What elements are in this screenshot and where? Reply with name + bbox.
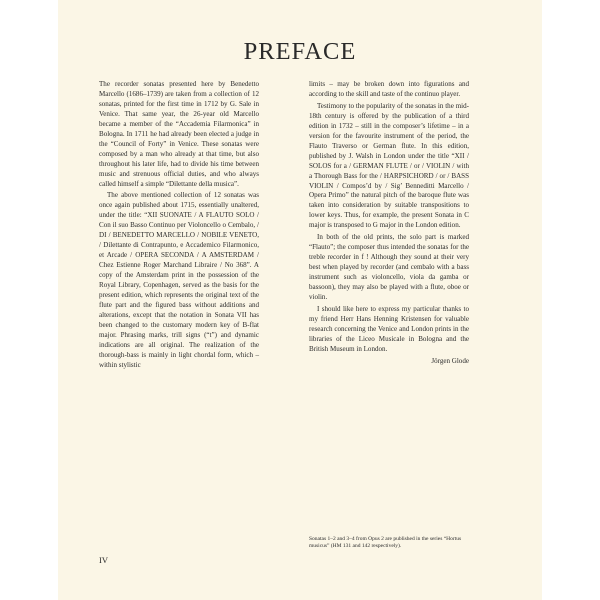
page-number: IV bbox=[99, 555, 108, 565]
right-paragraph-1: limits – may be broken down into figurations and according to the skill and taste of the continuo player. bbox=[309, 80, 469, 98]
left-paragraph-1: The recorder sonatas presented here by Benedetto Marcello (1686–1739) are taken from a collection of 12 sonatas, printed for the first time in 1712 by G. Sale in Venice. That same year, the 26-year old Marcello became a member of the “Accademia Filarmonica” in Bologna. In 1711 he had already been elected a judge in the “Council of Forty” in Venice. These sonatas were composed by a man who already at that time, but also throughout his later life, had to divide his time between music and strenuous official duties, and who always called himself a simple “Dilettante della musica”. bbox=[99, 80, 259, 188]
author-signature: Jörgen Glode bbox=[431, 356, 469, 365]
left-column bbox=[99, 80, 259, 371]
book-page bbox=[58, 0, 542, 600]
left-paragraph-2: The above mentioned collection of 12 sonatas was once again published about 1715, essentially unaltered, under the title: “XII SUONATE / A FLAUTO SOLO / Con il suo Basso Continuo per Violoncello o Cembalo, / DI / BENEDETTO MARCELLO / NOBILE VENETO, / Dilettante di Contrapunto, e Accademico Filarmonico, et Arcade / OPERA SECONDA / A AMSTERDAM / Chez Estienne Roger Marchand Libraire / No 368”. A copy of the Amsterdam print in the possession of the Royal Library, Copenhagen, served as the basis for the present edition, which represents the original text of the flute part and the figured bass without additions and alterations, except that the notation in Sonata VII has been changed to the customary modern key of B-flat major. Phrasing marks, trill signs (“t”) and dynamic indications are all original. The realization of the thorough-bass is mainly in light chordal form, which – within stylistic bbox=[99, 191, 259, 369]
right-paragraph-2: Testimony to the popularity of the sonatas in the mid-18th century is offered by the publication of a third edition in 1732 – still in the composer’s lifetime – in a version for the favourite instrument of the period, the Flauto Traverso or German flute. In this edition, published by J. Walsh in London under the title “XII / SOLOS for a / GERMAN FLUTE / or / VIOLIN / with a Thorough Bass for the / HARPSICHORD / or / BASS VIOLIN / Compos’d by / Sig’ Benneditti Marcello / Opera Primo” the natural pitch of the baroque flute was taken into consideration by suitable transpositions to lower keys. Thus, for example, the present Sonata in C major is transposed to G major in the London edition. bbox=[309, 101, 469, 230]
footnote: Sonatas 1–2 and 3–4 from Opus 2 are published in the series “Hortus musicus” (HM 131 and 142 respectively). bbox=[309, 536, 462, 550]
right-paragraph-3: In both of the old prints, the solo part is marked “Flauto”; the composer thus intended the sonatas for the treble recorder in f ! Although they sound at their very best when played by recorder (and cembalo with a bass instrument such as violoncello, viola da gamba or bassoon), they may also be played with a flute, oboe or violin. bbox=[309, 233, 469, 302]
page-title: PREFACE bbox=[243, 38, 357, 65]
right-paragraph-4: I should like here to express my particular thanks to my friend Herr Hans Henning Kristensen for valuable research concerning the Venice and London prints in the libraries of the Liceo Musicale in Bologna and the British Museum in London. bbox=[309, 304, 469, 353]
right-column bbox=[309, 80, 469, 367]
